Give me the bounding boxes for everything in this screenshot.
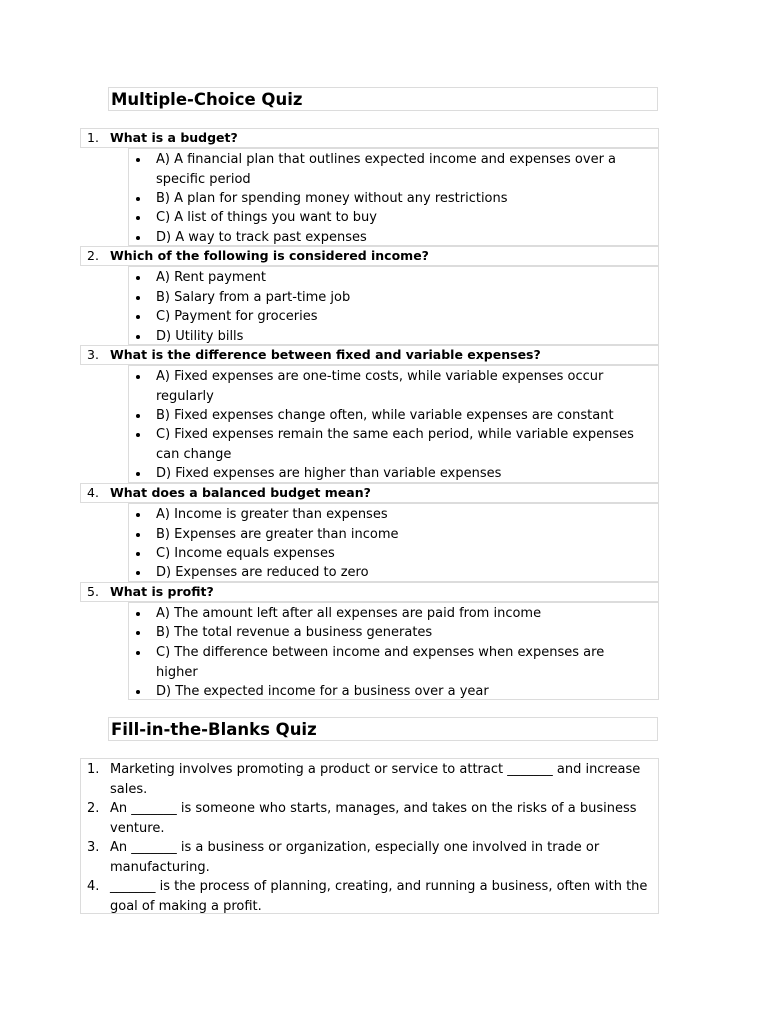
fib-text: An _______ is a business or organization, especially one involved in trade or manufacturing. xyxy=(110,840,600,875)
question-text: Which of the following is considered income? xyxy=(110,248,429,263)
options-list xyxy=(128,503,659,582)
option-b: B) A plan for spending money without any restrictions xyxy=(156,189,636,209)
question-text: What does a balanced budget mean? xyxy=(110,485,371,500)
question-number: 2. xyxy=(87,248,99,263)
fib-list xyxy=(80,758,659,914)
fib-heading: Fill-in-the-Blanks Quiz xyxy=(108,717,658,741)
option-d: D) Expenses are reduced to zero xyxy=(156,563,636,583)
question-number: 4. xyxy=(87,485,99,500)
question-number: 3. xyxy=(87,347,99,362)
question-4 xyxy=(80,483,659,503)
option-b: B) Salary from a part-time job xyxy=(156,288,636,308)
option-d: D) The expected income for a business over a year xyxy=(156,682,636,702)
fib-number: 4. xyxy=(87,879,100,894)
options-list xyxy=(128,266,659,345)
option-d: D) Fixed expenses are higher than variable expenses xyxy=(156,464,636,484)
option-c: C) The difference between income and expenses when expenses are higher xyxy=(156,643,636,682)
option-c: C) Payment for groceries xyxy=(156,307,636,327)
fib-text: Marketing involves promoting a product or service to attract _______ and increase sales. xyxy=(110,762,641,797)
option-c: C) A list of things you want to buy xyxy=(156,208,636,228)
option-a: A) Income is greater than expenses xyxy=(156,505,636,525)
question-text: What is a budget? xyxy=(110,130,238,145)
options-list xyxy=(128,365,659,483)
options-list xyxy=(128,602,659,700)
option-b: B) Expenses are greater than income xyxy=(156,525,636,545)
fib-number: 1. xyxy=(87,762,100,777)
mcq-heading: Multiple-Choice Quiz xyxy=(108,87,658,111)
fib-number: 3. xyxy=(87,840,100,855)
question-number: 5. xyxy=(87,584,99,599)
option-a: A) The amount left after all expenses are paid from income xyxy=(156,604,636,624)
option-a: A) Fixed expenses are one-time costs, while variable expenses occur regularly xyxy=(156,367,636,406)
question-2 xyxy=(80,246,659,266)
option-c: C) Fixed expenses remain the same each period, while variable expenses can change xyxy=(156,425,636,464)
options-list xyxy=(128,148,659,246)
option-b: B) Fixed expenses change often, while variable expenses are constant xyxy=(156,406,636,426)
option-c: C) Income equals expenses xyxy=(156,544,636,564)
question-3 xyxy=(80,345,659,365)
option-a: A) Rent payment xyxy=(156,268,636,288)
fib-number: 2. xyxy=(87,801,100,816)
question-text: What is the difference between fixed and variable expenses? xyxy=(110,347,541,362)
option-d: D) Utility bills xyxy=(156,327,636,347)
option-a: A) A financial plan that outlines expected income and expenses over a specific period xyxy=(156,150,636,189)
fib-text: An _______ is someone who starts, manages, and takes on the risks of a business venture. xyxy=(110,801,637,836)
fib-text: _______ is the process of planning, creating, and running a business, often with the goal of making a profit. xyxy=(110,879,648,914)
question-text: What is profit? xyxy=(110,584,214,599)
question-1 xyxy=(80,128,659,148)
option-d: D) A way to track past expenses xyxy=(156,228,636,248)
question-5 xyxy=(80,582,659,602)
question-number: 1. xyxy=(87,130,99,145)
option-b: B) The total revenue a business generates xyxy=(156,623,636,643)
